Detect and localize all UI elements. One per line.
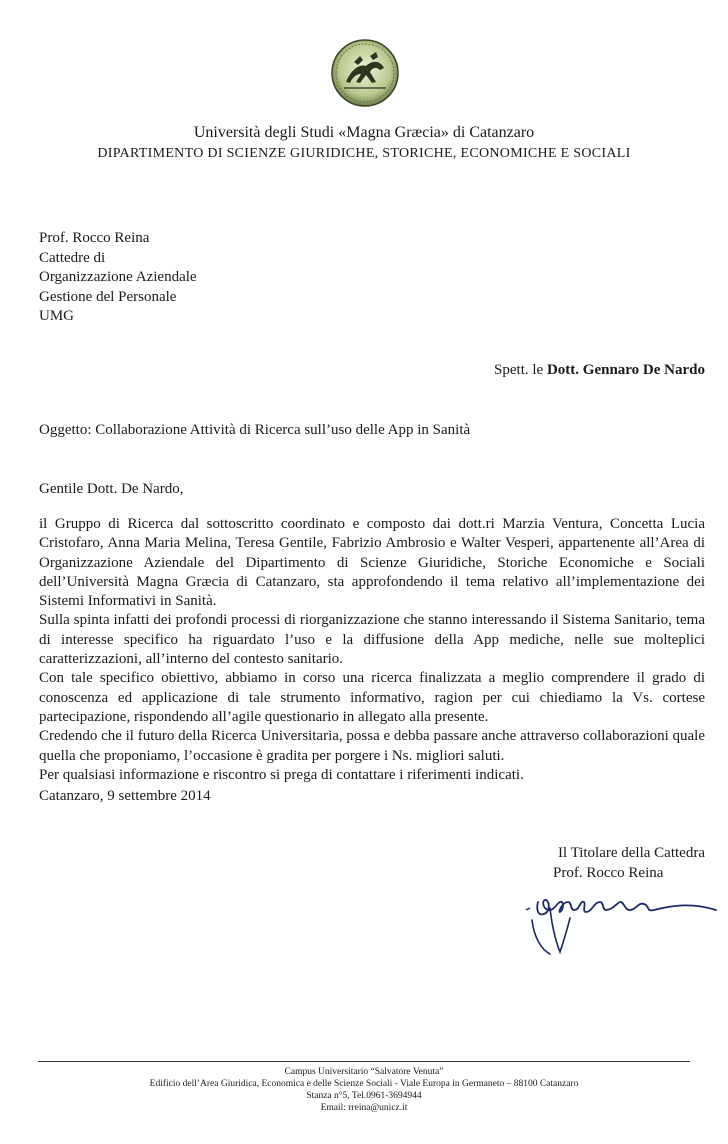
footer-line: Stanza n°5, Tel.0961-3694944 bbox=[306, 1091, 422, 1101]
body-paragraph: il Gruppo di Ricerca dal sottoscritto coordinato e composto dai dott.ri Marzia Ventura, Concetta Lucia Cristofaro, Anna Maria Melina, Teresa Gentile, Fabrizio Ambrosio e Walter Vesperi, appartenente all’Area di Organizzazione Aziendale del Dipartimento di Scienze Giuridiche, Storiche Economiche e Sociali dell’Università Magna Græcia di Catanzaro, sta approfondendo il tema relativo all’implementazione dei Sistemi Informativi in Sanità. bbox=[39, 516, 705, 610]
footer-line: Campus Universitario “Salvatore Venuta” bbox=[284, 1067, 444, 1077]
sender-line: Gestione del Personale bbox=[39, 288, 177, 305]
sender-line: Prof. Rocco Reina bbox=[39, 230, 150, 246]
sender-line: Cattedre di bbox=[39, 249, 106, 266]
sender-line: Organizzazione Aziendale bbox=[39, 269, 197, 285]
signature-name: Prof. Rocco Reina bbox=[553, 865, 664, 881]
greeting: Gentile Dott. De Nardo, bbox=[39, 481, 184, 497]
university-name: Università degli Studi «Magna Græcia» di Catanzaro bbox=[193, 124, 535, 141]
footer-divider bbox=[38, 1061, 690, 1062]
body-paragraph: Sulla spinta infatti dei profondi processi di riorganizzazione che stanno interessando il Sistema Sanitario, tema di interesse specifico ha riguardato l’uso e la diffusione della App mediche, nelle sue molteplici caratterizzazioni, all’interno del contesto sanitario. bbox=[39, 612, 705, 668]
sender-block bbox=[39, 229, 197, 327]
date-line: Catanzaro, 9 settembre 2014 bbox=[39, 788, 211, 804]
department-name: DIPARTIMENTO DI SCIENZE GIURIDICHE, STORICHE, ECONOMICHE E SOCIALI bbox=[97, 146, 631, 161]
recipient-line bbox=[494, 362, 705, 379]
subject-label: Oggetto: bbox=[39, 422, 92, 438]
sender-line: UMG bbox=[39, 308, 75, 324]
recipient-prefix: Spett. le bbox=[494, 362, 544, 378]
body-paragraph: Per qualsiasi informazione e riscontro si prega di contattare i riferimenti indicati. bbox=[39, 766, 524, 783]
university-seal-icon bbox=[330, 38, 400, 108]
footer-line: Edificio dell’Area Giuridica, Economica e delle Scienze Sociali - Viale Europa in Germaneto – 88100 Catanzaro bbox=[149, 1079, 579, 1089]
subject-text: Collaborazione Attività di Ricerca sull’uso delle App in Sanità bbox=[95, 422, 471, 438]
signature-title: Il Titolare della Cattedra bbox=[557, 845, 705, 861]
subject-line bbox=[39, 422, 470, 439]
body-paragraph: Con tale specifico obiettivo, abbiamo in corso una ricerca finalizzata a meglio comprendere il grado di conoscenza ed applicazione di tale strumento informativo, ragion per cui chiediamo la Vs. cortese partecipazione, rispondendo all’agile questionario in allegato alla presente. bbox=[39, 670, 705, 725]
footer-email[interactable]: Email: rreina@unicz.it bbox=[320, 1103, 408, 1113]
letter-body bbox=[39, 515, 705, 785]
recipient-name: Dott. Gennaro De Nardo bbox=[546, 362, 705, 378]
handwritten-signature-icon bbox=[520, 880, 720, 960]
body-paragraph: Credendo che il futuro della Ricerca Universitaria, possa e debba passare anche attraverso collaborazioni quale quella che proponiamo, l’occasione è gradita per porgere i Ns. migliori saluti. bbox=[39, 728, 705, 764]
